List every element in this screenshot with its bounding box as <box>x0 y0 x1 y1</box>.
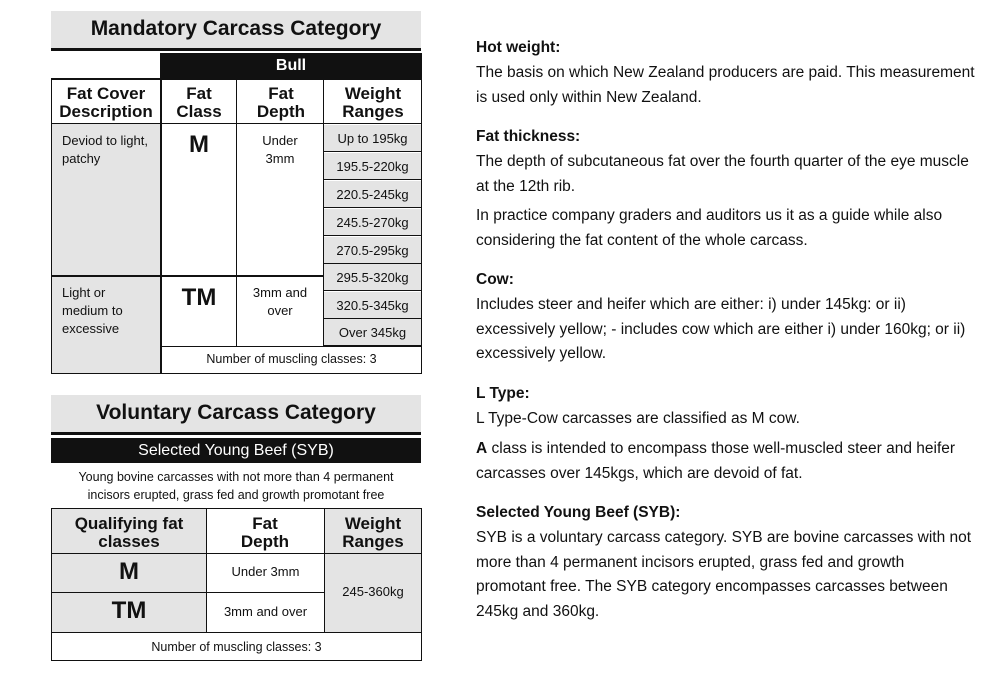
cow-text: Includes steer and heifer which are either: i) under 145kg: or ii) excessively yellow; - includes cow which are either i) under 160kg; or ii) excessively yellow. <box>476 296 966 362</box>
syb-note: Young bovine carcasses with not more than 4 permanent incisors erupted, grass fed and growth promotant free <box>78 470 394 502</box>
syb-def-text: SYB is a voluntary carcass category. SYB are bovine carcasses with not more than 4 permanent incisors erupted, grass fed and growth promotant free. The SYB category encompasses carcasses between 245kg and 360kg. <box>476 529 972 620</box>
row2-description: Light or medium to excessive <box>62 285 123 336</box>
a-class-text <box>476 437 976 486</box>
table-rule <box>51 508 52 661</box>
hot-weight-heading: Hot weight: <box>476 39 561 56</box>
l-type-text: L Type-Cow carcasses are classified as M cow. <box>476 410 800 427</box>
vol-weight: 245-360kg <box>342 584 404 599</box>
vol-weight-header: Weight Ranges <box>342 514 404 551</box>
table-rule <box>51 632 422 633</box>
a-class-body: class is intended to encompass those well-muscled steer and heifer carcasses over 145kgs, which are devoid of fat. <box>476 440 956 482</box>
fat-thickness-heading: Fat thickness: <box>476 128 581 145</box>
row1-class: M <box>189 131 209 158</box>
table-rule <box>421 508 422 661</box>
weight-range-cell: 245.5-270kg <box>324 209 421 236</box>
weight-range-cell: 320.5-345kg <box>324 292 421 319</box>
vol-row2-depth: 3mm and over <box>223 604 308 619</box>
vol-row2-class: TM <box>111 597 147 624</box>
mandatory-title: Mandatory Carcass Category <box>51 11 421 51</box>
fat-depth-header: Fat Depth <box>256 84 306 121</box>
row1-description: Deviod to light, patchy <box>62 133 148 166</box>
cow-heading: Cow: <box>476 271 514 288</box>
fat-cover-header: Fat Cover Description <box>59 84 153 121</box>
table-rule <box>51 508 422 509</box>
row2-class: TM <box>181 284 217 311</box>
table-rule <box>51 592 325 593</box>
voluntary-footer: Number of muscling classes: 3 <box>151 640 322 654</box>
syb-def-heading: Selected Young Beef (SYB): <box>476 504 681 521</box>
weight-range-cell: Over 345kg <box>324 319 421 346</box>
weight-range-cell: 220.5-245kg <box>324 181 421 208</box>
qualifying-header: Qualifying fat classes <box>74 514 184 551</box>
hot-weight-text: The basis on which New Zealand producers are paid. This measurement is used only within New Zealand. <box>476 64 975 106</box>
table-rule <box>324 508 325 633</box>
table-rule <box>51 660 422 661</box>
fat-thickness-text-2: In practice company graders and auditors us it as a guide while also considering the fat content of the whole carcass. <box>476 207 943 249</box>
fat-thickness-text: The depth of subcutaneous fat over the fourth quarter of the eye muscle at the 12th rib. <box>476 153 969 195</box>
fat-class-header: Fat Class <box>176 84 222 121</box>
row2-depth: 3mm and over <box>252 285 308 318</box>
table-rule <box>51 553 422 554</box>
weight-range-cell: 270.5-295kg <box>324 237 421 264</box>
weight-range-cell: Up to 195kg <box>324 125 421 152</box>
voluntary-title: Voluntary Carcass Category <box>51 395 421 435</box>
a-class-lead: A <box>476 440 488 457</box>
vol-row1-depth: Under 3mm <box>231 564 300 579</box>
vol-row1-class: M <box>119 558 139 585</box>
bull-header: Bull <box>161 53 421 79</box>
syb-header: Selected Young Beef (SYB) <box>51 438 421 463</box>
row1-depth: Under 3mm <box>262 133 298 166</box>
weight-range-cell: 295.5-320kg <box>324 264 421 291</box>
weight-range-cell: 195.5-220kg <box>324 153 421 180</box>
table-rule <box>206 508 207 633</box>
vol-fat-depth-header: Fat Depth <box>240 514 290 551</box>
weight-ranges-header: Weight Ranges <box>342 84 404 121</box>
l-type-heading: L Type: <box>476 385 530 402</box>
mandatory-footer: Number of muscling classes: 3 <box>206 352 377 366</box>
